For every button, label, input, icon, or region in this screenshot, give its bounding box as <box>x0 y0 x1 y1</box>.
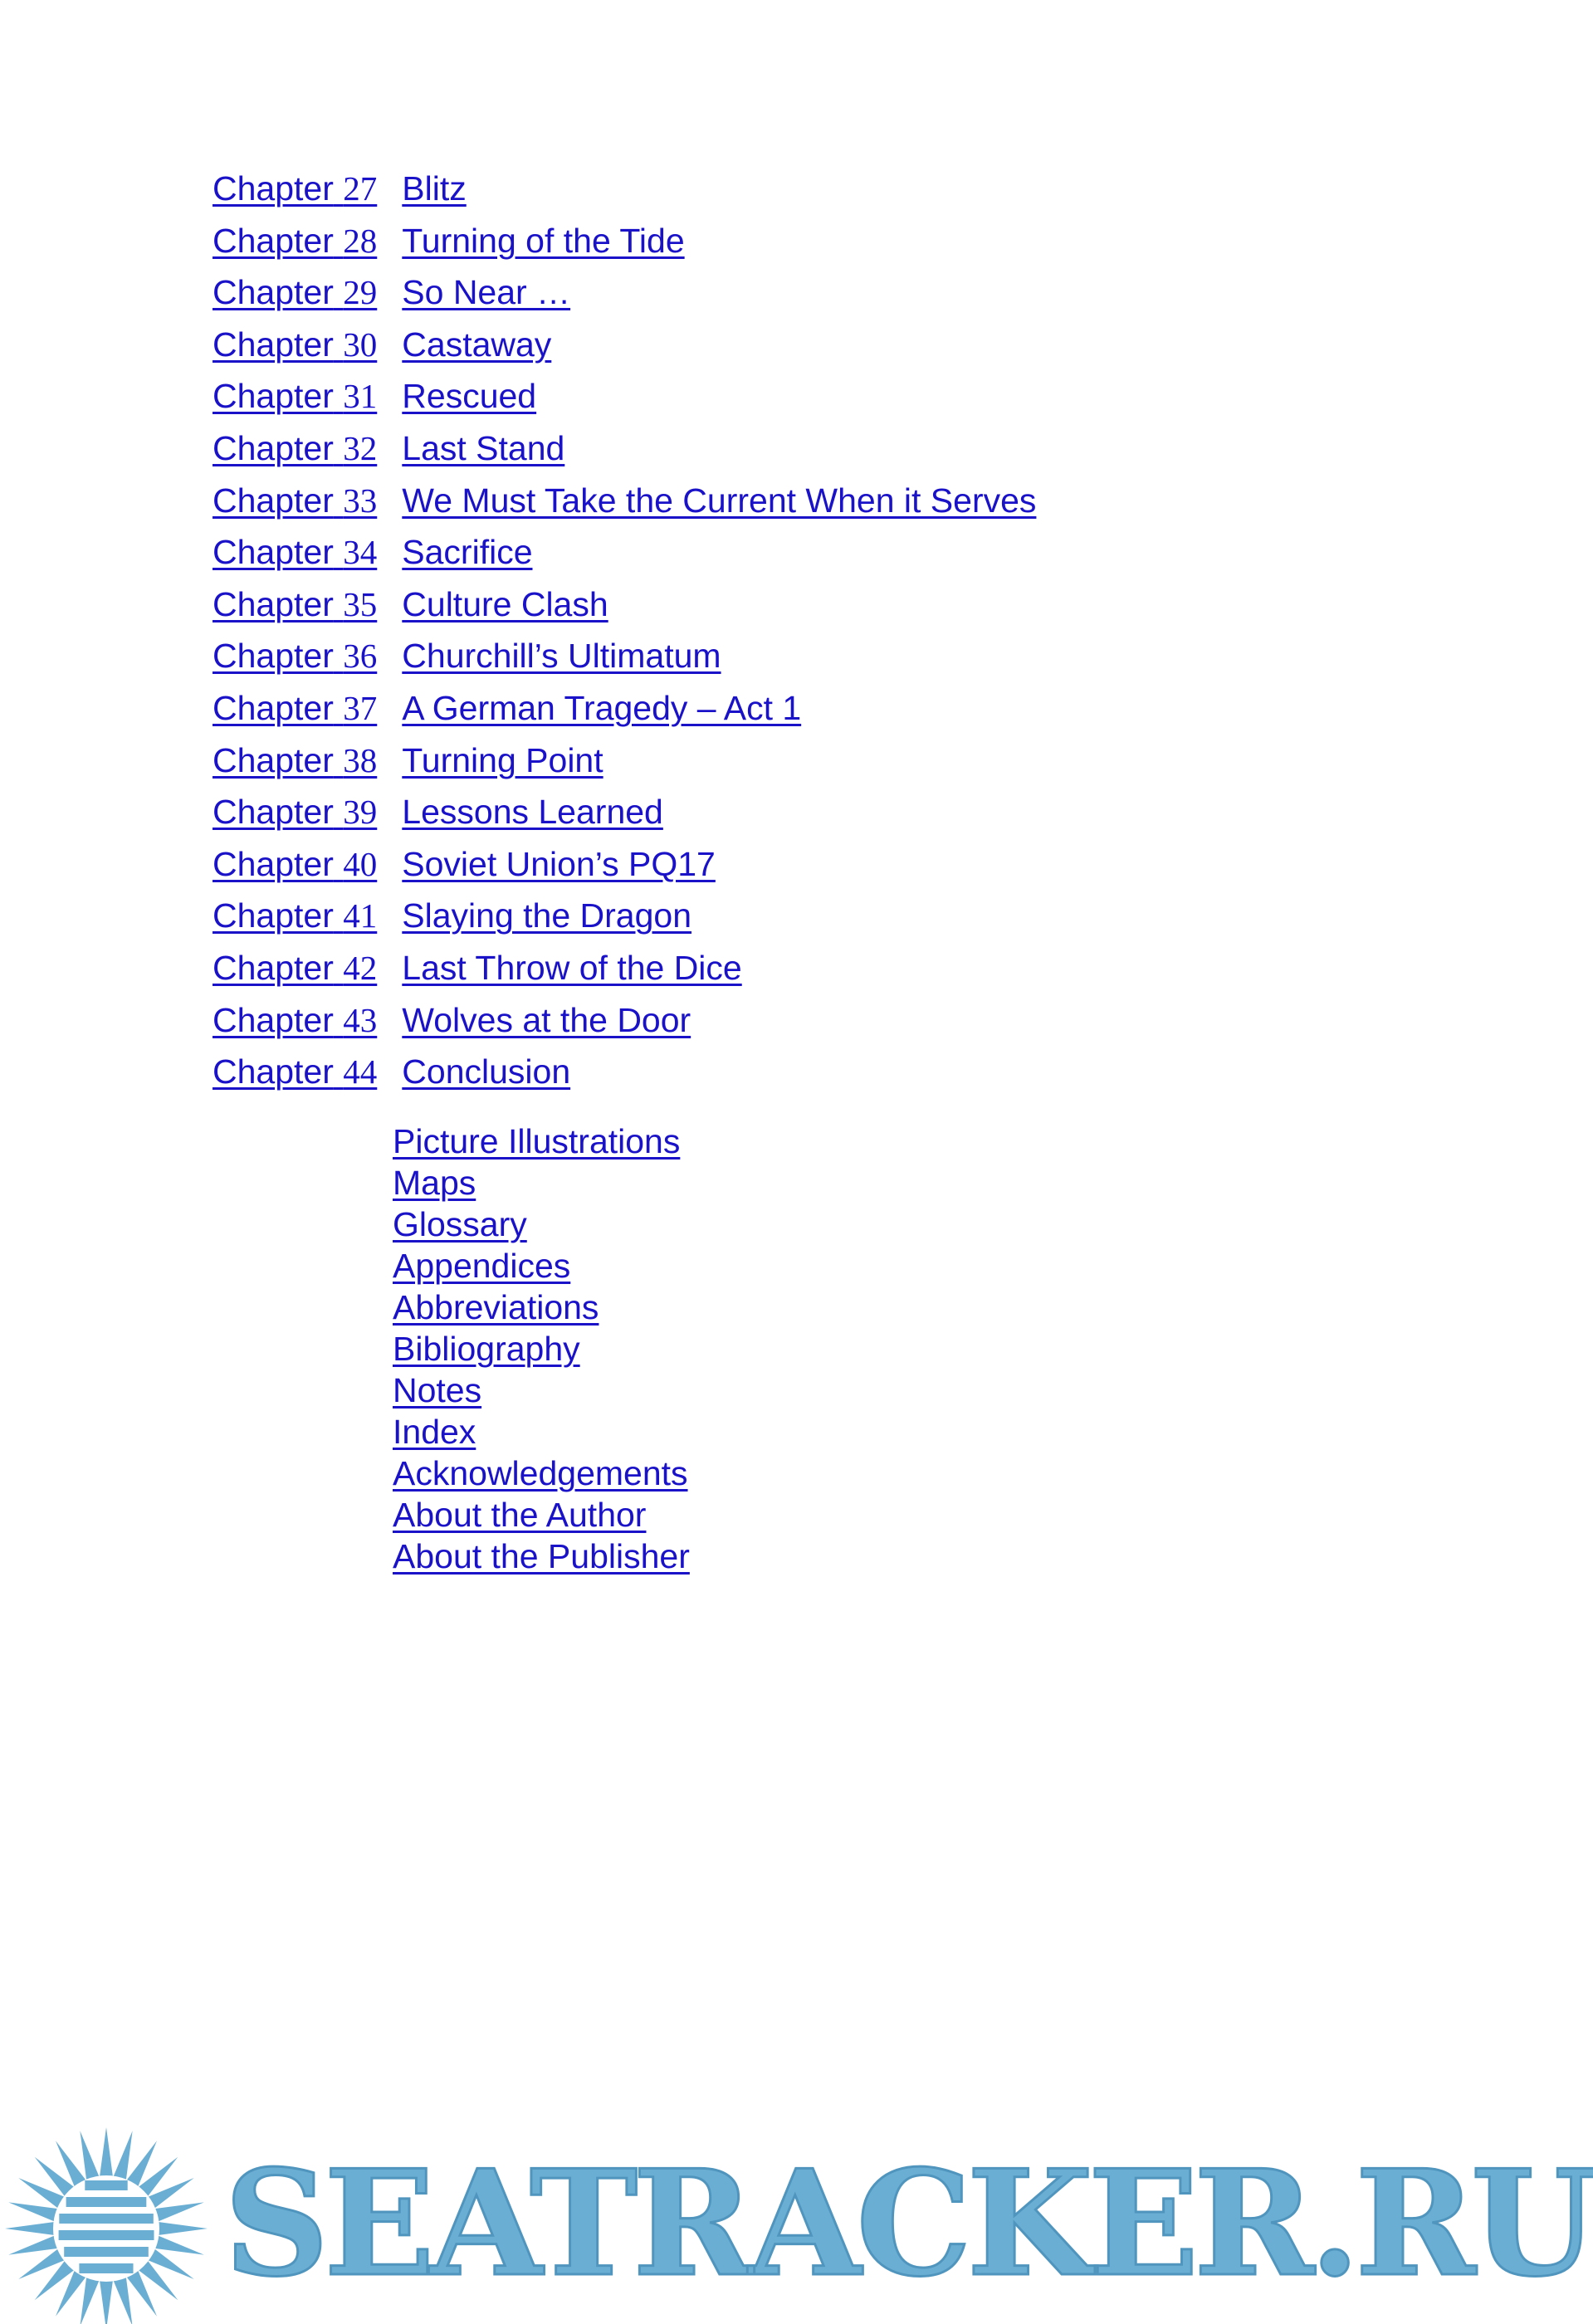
chapter-title: Turning Point <box>402 740 603 779</box>
toc-item <box>213 422 1036 475</box>
chapter-number: 44 <box>343 1052 378 1091</box>
chapter-word: Chapter <box>213 896 334 935</box>
back-matter-link[interactable]: Appendices <box>393 1247 571 1285</box>
chapter-link-28[interactable] <box>213 222 685 260</box>
toc-item <box>213 215 1036 267</box>
back-matter-item <box>393 1120 690 1162</box>
chapter-title: Conclusion <box>402 1052 571 1091</box>
chapter-number: 38 <box>343 740 378 779</box>
chapter-link-31[interactable] <box>213 377 536 415</box>
chapter-word: Chapter <box>213 740 334 779</box>
chapter-number: 40 <box>343 844 378 883</box>
toc-item <box>213 942 1036 994</box>
chapter-number: 33 <box>343 481 378 520</box>
back-matter-link[interactable]: Abbreviations <box>393 1288 599 1326</box>
back-matter-item <box>393 1162 690 1204</box>
chapter-link-34[interactable] <box>213 533 533 571</box>
toc-item <box>213 579 1036 631</box>
sun-stripe <box>59 2214 154 2224</box>
toc-item <box>213 786 1036 838</box>
chapter-link-41[interactable] <box>213 896 691 935</box>
chapter-word: Chapter <box>213 273 334 312</box>
chapter-title: Soviet Union’s PQ17 <box>402 844 716 883</box>
sun-stripe <box>66 2197 147 2207</box>
toc-item <box>213 735 1036 787</box>
back-matter-link[interactable]: Picture Illustrations <box>393 1122 681 1160</box>
back-matter-item <box>393 1204 690 1245</box>
chapter-word: Chapter <box>213 948 334 987</box>
chapter-number: 36 <box>343 637 378 676</box>
chapter-number: 43 <box>343 1000 378 1039</box>
back-matter-link[interactable]: Notes <box>393 1371 482 1409</box>
back-matter-link[interactable]: Bibliography <box>393 1330 580 1368</box>
back-matter-item <box>393 1370 690 1411</box>
chapter-link-38[interactable] <box>213 741 603 779</box>
toc-item <box>213 266 1036 319</box>
back-matter-link[interactable]: Acknowledgements <box>393 1454 688 1492</box>
chapter-link-35[interactable] <box>213 585 608 623</box>
back-matter-item <box>393 1411 690 1452</box>
chapter-title: Rescued <box>402 377 537 416</box>
sun-stripe <box>64 2247 149 2257</box>
back-matter-link[interactable]: Maps <box>393 1164 476 1202</box>
back-matter-item <box>393 1494 690 1536</box>
chapter-word: Chapter <box>213 533 334 572</box>
chapter-word: Chapter <box>213 844 334 883</box>
chapter-title: Culture Clash <box>402 584 608 623</box>
chapter-title: A German Tragedy – Act 1 <box>402 688 802 727</box>
chapter-word: Chapter <box>213 637 334 676</box>
toc-item <box>213 682 1036 735</box>
chapter-title: So Near … <box>402 273 571 312</box>
chapter-title: Slaying the Dragon <box>402 896 692 935</box>
back-matter-item <box>393 1536 690 1577</box>
sun-stripe <box>85 2180 127 2190</box>
chapter-word: Chapter <box>213 221 334 260</box>
chapter-link-33[interactable] <box>213 481 1036 520</box>
chapter-title: Churchill’s Ultimatum <box>402 637 721 676</box>
chapter-word: Chapter <box>213 1052 334 1091</box>
chapter-link-29[interactable] <box>213 273 570 311</box>
back-matter-item <box>393 1286 690 1328</box>
back-matter-link[interactable]: About the Author <box>393 1496 647 1534</box>
chapter-number: 31 <box>343 377 378 416</box>
chapter-title: Lessons Learned <box>402 793 663 832</box>
toc-item <box>213 630 1036 682</box>
chapter-word: Chapter <box>213 377 334 416</box>
chapter-link-32[interactable] <box>213 429 564 467</box>
chapter-title: Last Throw of the Dice <box>402 948 742 987</box>
chapter-link-30[interactable] <box>213 325 551 364</box>
chapter-number: 39 <box>343 793 378 832</box>
chapter-title: We Must Take the Current When it Serves <box>402 481 1037 520</box>
chapter-number: 35 <box>343 584 378 623</box>
chapter-list <box>213 163 1036 1098</box>
back-matter-item <box>393 1245 690 1286</box>
chapter-link-39[interactable] <box>213 793 663 831</box>
chapter-title: Sacrifice <box>402 533 533 572</box>
chapter-number: 30 <box>343 325 378 364</box>
chapter-title: Blitz <box>402 169 467 208</box>
watermark-text: SEATRACKER.RU <box>224 2139 1593 2309</box>
chapter-number: 29 <box>343 273 378 312</box>
chapter-link-40[interactable] <box>213 845 716 883</box>
chapter-word: Chapter <box>213 428 334 467</box>
chapter-link-44[interactable] <box>213 1052 570 1091</box>
chapter-word: Chapter <box>213 793 334 832</box>
chapter-number: 27 <box>343 169 378 208</box>
back-matter-link[interactable]: About the Publisher <box>393 1537 690 1575</box>
toc-item <box>213 994 1036 1047</box>
back-matter-item <box>393 1452 690 1494</box>
chapter-link-42[interactable] <box>213 949 742 987</box>
chapter-number: 34 <box>343 533 378 572</box>
toc-item <box>213 475 1036 527</box>
chapter-number: 37 <box>343 688 378 727</box>
back-matter-item <box>393 1328 690 1370</box>
chapter-word: Chapter <box>213 481 334 520</box>
sun-stripe <box>79 2263 133 2273</box>
chapter-title: Last Stand <box>402 428 565 467</box>
toc-item <box>213 163 1036 215</box>
chapter-link-37[interactable] <box>213 689 801 727</box>
toc-item <box>213 319 1036 371</box>
chapter-word: Chapter <box>213 584 334 623</box>
sun-stripe <box>59 2230 154 2240</box>
chapter-number: 32 <box>343 428 378 467</box>
chapter-word: Chapter <box>213 325 334 364</box>
toc-item <box>213 890 1036 942</box>
chapter-link-36[interactable] <box>213 637 721 675</box>
chapter-word: Chapter <box>213 1000 334 1039</box>
chapter-word: Chapter <box>213 688 334 727</box>
chapter-link-27[interactable] <box>213 169 467 208</box>
chapter-word: Chapter <box>213 169 334 208</box>
chapter-title: Turning of the Tide <box>402 221 685 260</box>
chapter-link-43[interactable] <box>213 1001 691 1039</box>
chapter-title: Castaway <box>402 325 552 364</box>
toc-item <box>213 526 1036 579</box>
toc-item <box>213 370 1036 422</box>
toc-item <box>213 838 1036 891</box>
chapter-number: 28 <box>343 221 378 260</box>
back-matter-link[interactable]: Index <box>393 1413 476 1451</box>
toc-item <box>213 1046 1036 1098</box>
back-matter-list <box>393 1120 690 1577</box>
chapter-title: Wolves at the Door <box>402 1000 691 1039</box>
back-matter-link[interactable]: Glossary <box>393 1205 527 1243</box>
chapter-number: 41 <box>343 896 378 935</box>
chapter-number: 42 <box>343 948 378 987</box>
